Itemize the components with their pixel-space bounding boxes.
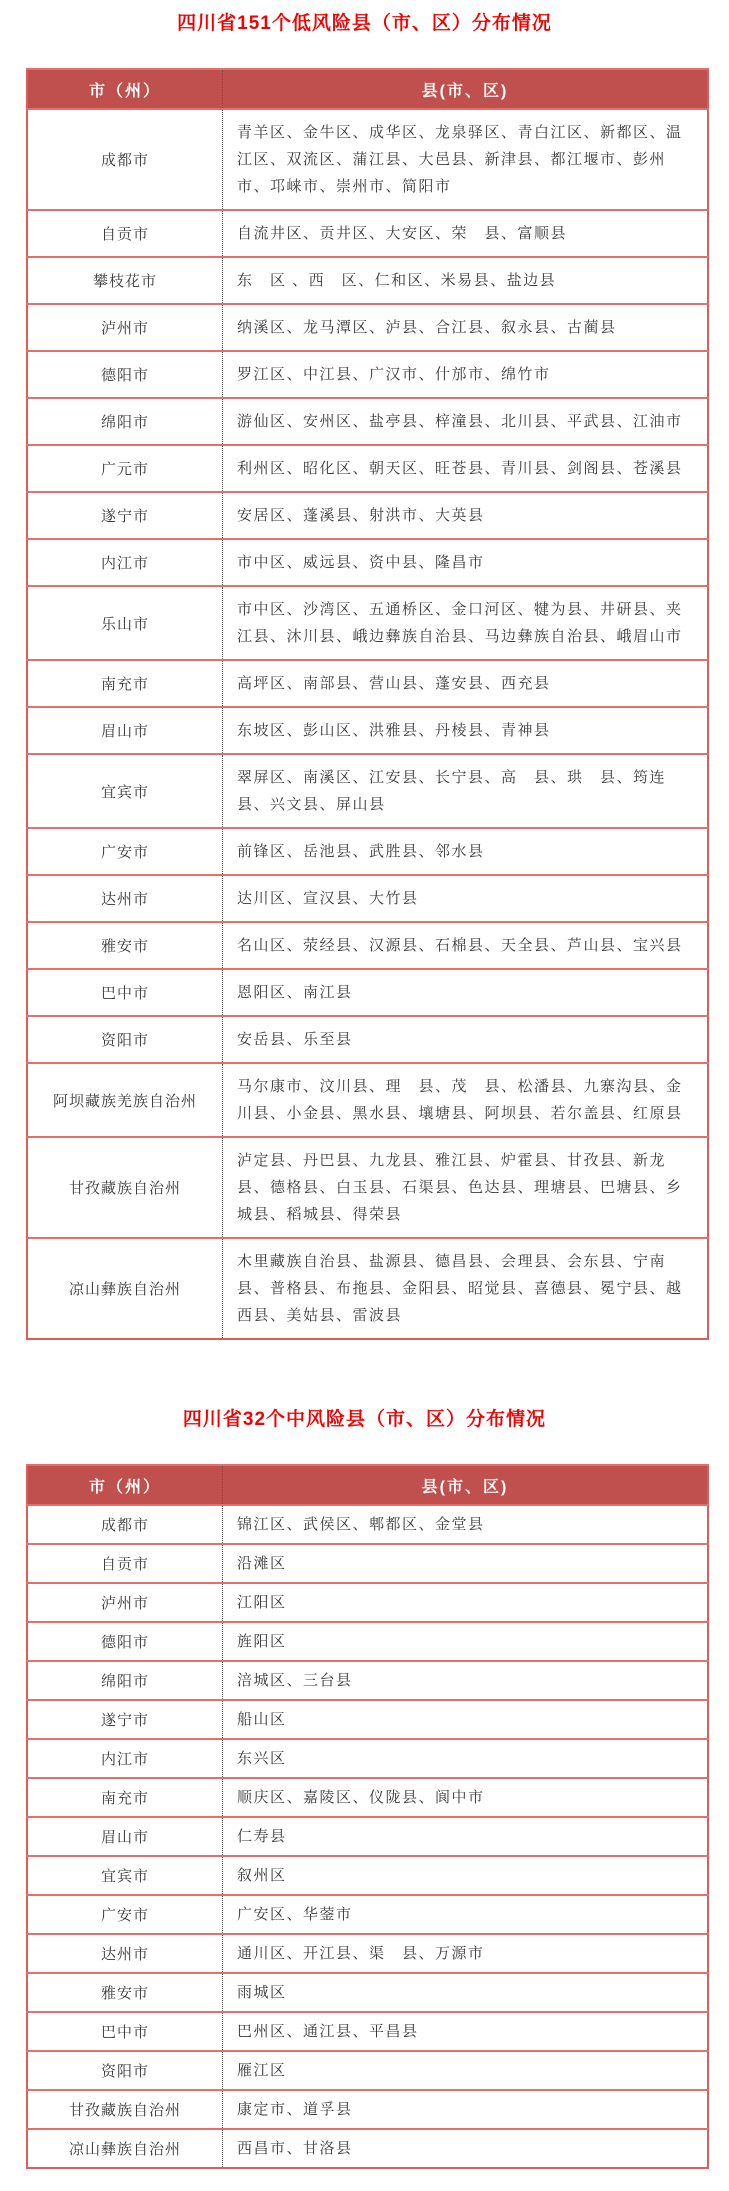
- counties-cell: 青羊区、金牛区、成华区、龙泉驿区、青白江区、新都区、温江区、双流区、蒲江县、大邑县、新津县、都江堰市、彭州市、邛崃市、崇州市、简阳市: [236, 124, 683, 195]
- counties-cell: 西昌市、甘洛县: [236, 2140, 353, 2157]
- counties-cell: 雨城区: [236, 1984, 287, 2001]
- counties-cell: 康定市、道孚县: [236, 2101, 353, 2118]
- table-row: [27, 351, 708, 398]
- counties-cell: 东兴区: [236, 1750, 287, 1767]
- medium-risk-table-title: 四川省32个中风险县（市、区）分布情况: [182, 1409, 547, 1430]
- low-risk-table: [26, 68, 709, 1340]
- region-cell: 自贡市: [27, 1544, 222, 1583]
- table-row: [27, 492, 708, 539]
- region-cell: 宜宾市: [27, 1856, 222, 1895]
- table-row: [27, 1583, 708, 1622]
- counties-cell: 达川区、宣汉县、大竹县: [236, 890, 419, 907]
- counties-cell: 广安区、华蓥市: [236, 1906, 353, 1923]
- region-cell: 雅安市: [27, 922, 222, 969]
- counties-cell: 纳溪区、龙马潭区、泸县、合江县、叙永县、古蔺县: [236, 319, 617, 336]
- table-row: [27, 707, 708, 754]
- table-row: [27, 1063, 708, 1137]
- region-cell: 阿坝藏族羌族自治州: [27, 1063, 222, 1137]
- table-row: [27, 2129, 708, 2168]
- low-risk-table-title: 四川省151个低风险县（市、区）分布情况: [177, 13, 552, 34]
- counties-cell: 翠屏区、南溪区、江安县、长宁县、高 县、珙 县、筠连县、兴文县、屏山县: [236, 769, 666, 813]
- counties-cell: 涪城区、三台县: [236, 1672, 353, 1689]
- region-cell: 凉山彝族自治州: [27, 2129, 222, 2168]
- table-row: [27, 1544, 708, 1583]
- region-cell: 达州市: [27, 1934, 222, 1973]
- region-cell: 南充市: [27, 1778, 222, 1817]
- counties-cell: 巴州区、通江县、平昌县: [236, 2023, 419, 2040]
- region-cell: 德阳市: [27, 1622, 222, 1661]
- region-cell: 乐山市: [27, 586, 222, 660]
- table-row: [27, 1137, 708, 1238]
- counties-cell: 旌阳区: [236, 1633, 287, 1650]
- region-cell: 巴中市: [27, 2012, 222, 2051]
- counties-cell: 木里藏族自治县、盐源县、德昌县、会理县、会东县、宁南县、普格县、布拖县、金阳县、昭觉县、喜德县、冕宁县、越西县、美姑县、雷波县: [236, 1253, 683, 1324]
- region-cell: 宜宾市: [27, 754, 222, 828]
- region-cell: 广元市: [27, 445, 222, 492]
- region-cell: 绵阳市: [27, 1661, 222, 1700]
- table-row: [27, 969, 708, 1016]
- table-row: [27, 109, 708, 210]
- table-row: [27, 445, 708, 492]
- table-row: [27, 1238, 708, 1339]
- counties-cell: 安居区、蓬溪县、射洪市、大英县: [236, 507, 485, 524]
- region-cell: 广安市: [27, 828, 222, 875]
- region-cell: 内江市: [27, 1739, 222, 1778]
- counties-cell: 利州区、昭化区、朝天区、旺苍县、青川县、剑阁县、苍溪县: [236, 460, 683, 477]
- region-cell: 甘孜藏族自治州: [27, 1137, 222, 1238]
- table-row: [27, 2051, 708, 2090]
- region-cell: 南充市: [27, 660, 222, 707]
- counties-cell: 自流井区、贡井区、大安区、荣 县、富顺县: [236, 225, 567, 242]
- table-row: [27, 1622, 708, 1661]
- table-row: [27, 754, 708, 828]
- counties-cell: 名山区、荥经县、汉源县、石棉县、天全县、芦山县、宝兴县: [236, 937, 683, 954]
- region-cell: 成都市: [27, 1505, 222, 1544]
- bottom-margin: [0, 2169, 729, 2191]
- region-cell: 泸州市: [27, 1583, 222, 1622]
- counties-cell: 通川区、开江县、渠 县、万源市: [236, 1945, 485, 1962]
- table-row: [27, 398, 708, 445]
- counties-cell: 仁寿县: [236, 1828, 287, 1845]
- table-row: [27, 1661, 708, 1700]
- table-row: [27, 660, 708, 707]
- table-row: [27, 2012, 708, 2051]
- table-row: [27, 210, 708, 257]
- counties-cell: 东 区 、西 区、仁和区、米易县、盐边县: [236, 272, 557, 289]
- region-cell: 内江市: [27, 539, 222, 586]
- region-cell: 攀枝花市: [27, 257, 222, 304]
- region-cell: 资阳市: [27, 2051, 222, 2090]
- region-cell: 自贡市: [27, 210, 222, 257]
- table-row: [27, 875, 708, 922]
- counties-cell: 罗江区、中江县、广汉市、什邡市、绵竹市: [236, 366, 551, 383]
- table-row: [27, 1973, 708, 2012]
- region-cell: 甘孜藏族自治州: [27, 2090, 222, 2129]
- counties-cell: 东坡区、彭山区、洪雅县、丹棱县、青神县: [236, 722, 551, 739]
- region-cell: 达州市: [27, 875, 222, 922]
- region-cell: 凉山彝族自治州: [27, 1238, 222, 1339]
- table-row: [27, 1778, 708, 1817]
- column-header-region: 市（州）: [27, 69, 222, 109]
- region-cell: 巴中市: [27, 969, 222, 1016]
- region-cell: 广安市: [27, 1895, 222, 1934]
- table-row: [27, 922, 708, 969]
- table-header-row: [27, 69, 708, 109]
- medium-risk-table: [26, 1464, 709, 2169]
- counties-cell: 雁江区: [236, 2062, 287, 2079]
- counties-cell: 泸定县、丹巴县、九龙县、雅江县、炉霍县、甘孜县、新龙县、德格县、白玉县、石渠县、色达县、理塘县、巴塘县、乡城县、稻城县、得荣县: [236, 1152, 683, 1223]
- counties-cell: 顺庆区、嘉陵区、仪陇县、阆中市: [236, 1789, 485, 1806]
- table-row: [27, 1739, 708, 1778]
- region-cell: 遂宁市: [27, 492, 222, 539]
- column-header-counties: 县(市、区): [222, 1465, 708, 1505]
- table-row: [27, 1505, 708, 1544]
- counties-cell: 市中区、沙湾区、五通桥区、金口河区、犍为县、井研县、夹江县、沐川县、峨边彝族自治县、马边彝族自治县、峨眉山市: [236, 601, 683, 645]
- table-row: [27, 1817, 708, 1856]
- table-row: [27, 1016, 708, 1063]
- region-cell: 绵阳市: [27, 398, 222, 445]
- region-cell: 泸州市: [27, 304, 222, 351]
- column-header-region: 市（州）: [27, 1465, 222, 1505]
- table-row: [27, 828, 708, 875]
- counties-cell: 恩阳区、南江县: [236, 984, 353, 1001]
- counties-cell: 马尔康市、汶川县、理 县、茂 县、松潘县、九寨沟县、金川县、小金县、黑水县、壤塘县、阿坝县、若尔盖县、红原县: [236, 1078, 683, 1122]
- region-cell: 德阳市: [27, 351, 222, 398]
- region-cell: 遂宁市: [27, 1700, 222, 1739]
- counties-cell: 安岳县、乐至县: [236, 1031, 353, 1048]
- counties-cell: 前锋区、岳池县、武胜县、邻水县: [236, 843, 485, 860]
- table-row: [27, 539, 708, 586]
- column-header-counties: 县(市、区): [222, 69, 708, 109]
- table-row: [27, 1856, 708, 1895]
- table-row: [27, 304, 708, 351]
- counties-cell: 市中区、威远县、资中县、隆昌市: [236, 554, 485, 571]
- counties-cell: 船山区: [236, 1711, 287, 1728]
- table-row: [27, 1700, 708, 1739]
- counties-cell: 游仙区、安州区、盐亭县、梓潼县、北川县、平武县、江油市: [236, 413, 683, 430]
- table-row: [27, 2090, 708, 2129]
- table-row: [27, 1934, 708, 1973]
- region-cell: 成都市: [27, 109, 222, 210]
- table-header-row: [27, 1465, 708, 1505]
- table-row: [27, 257, 708, 304]
- counties-cell: 沿滩区: [236, 1555, 287, 1572]
- counties-cell: 高坪区、南部县、营山县、蓬安县、西充县: [236, 675, 551, 692]
- counties-cell: 江阳区: [236, 1594, 287, 1611]
- table-row: [27, 586, 708, 660]
- table-row: [27, 1895, 708, 1934]
- region-cell: 雅安市: [27, 1973, 222, 2012]
- counties-cell: 叙州区: [236, 1867, 287, 1884]
- region-cell: 眉山市: [27, 707, 222, 754]
- counties-cell: 锦江区、武侯区、郫都区、金堂县: [236, 1516, 485, 1533]
- region-cell: 眉山市: [27, 1817, 222, 1856]
- region-cell: 资阳市: [27, 1016, 222, 1063]
